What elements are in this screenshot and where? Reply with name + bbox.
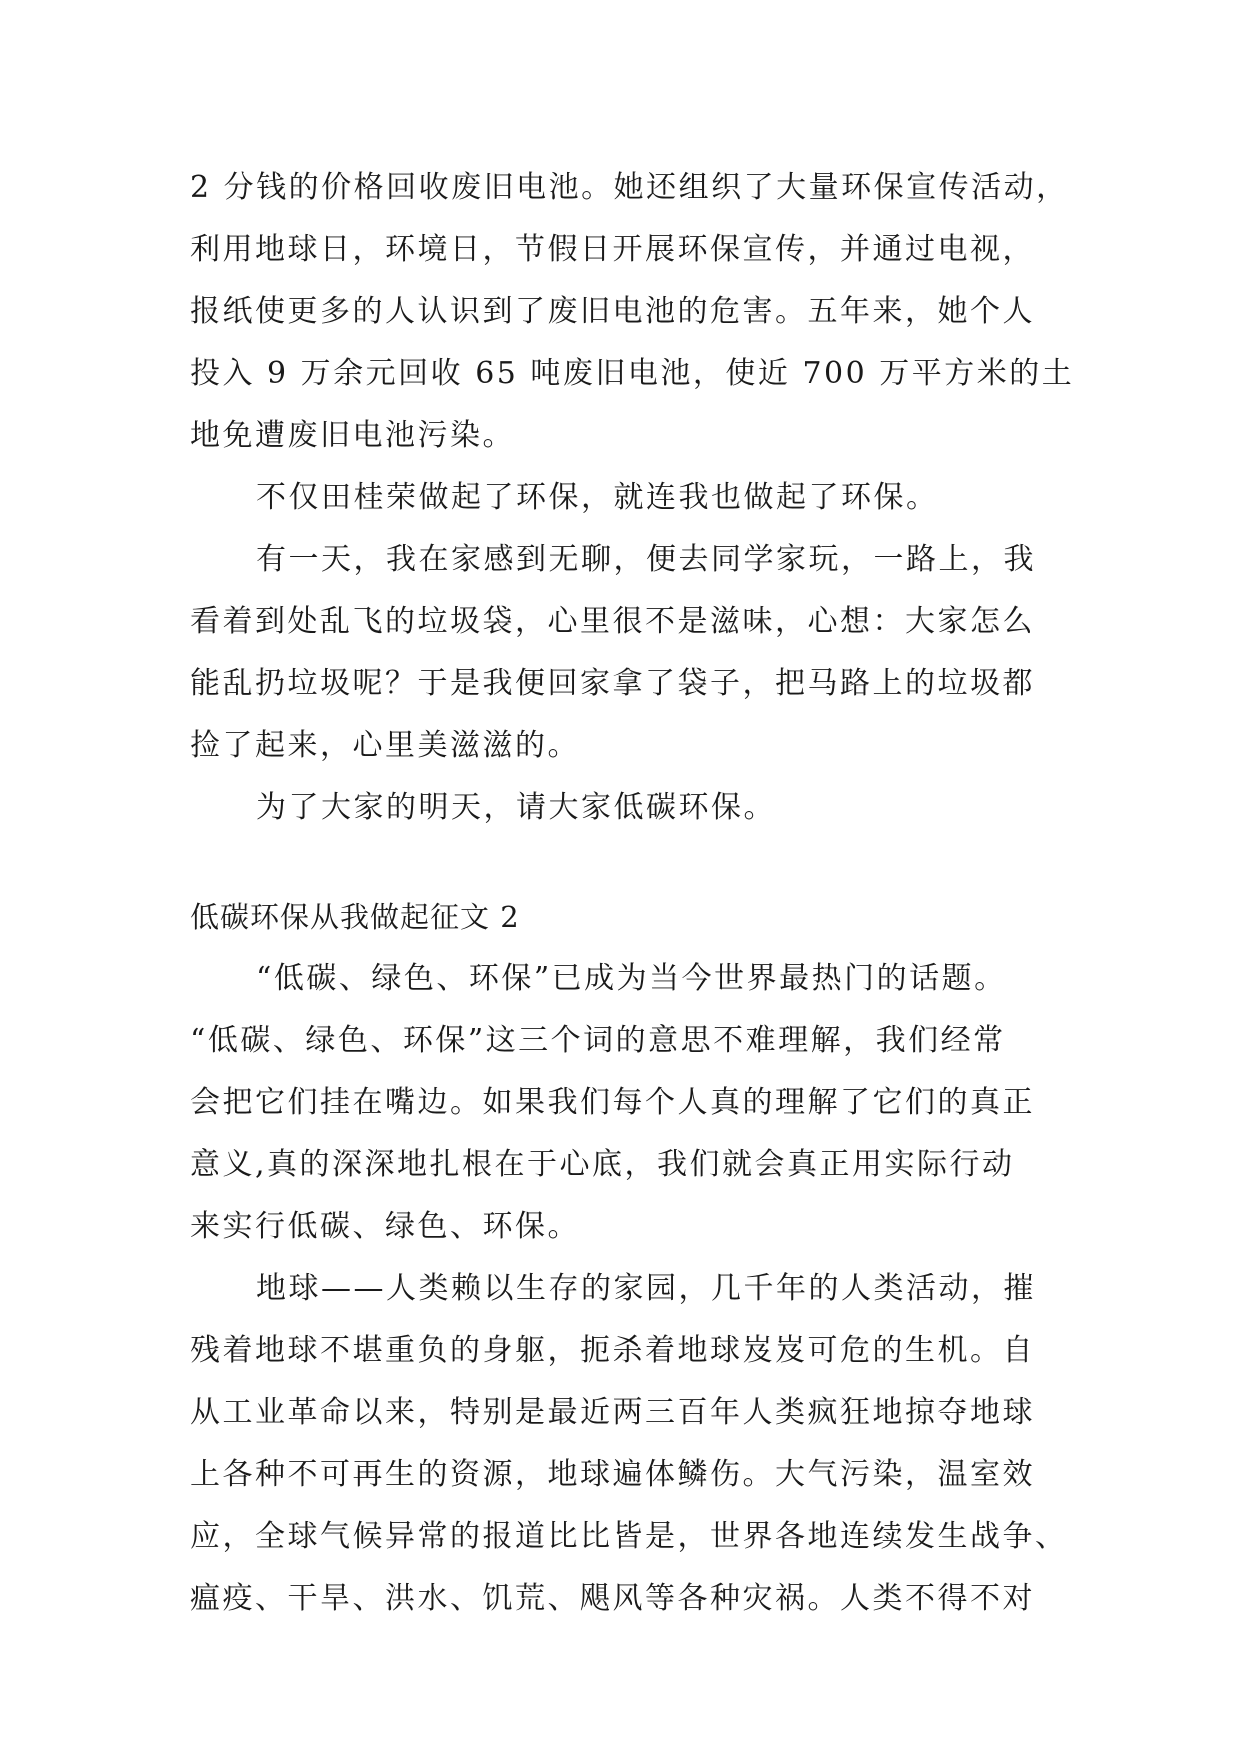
text-line: 利用地球日，环境日，节假日开展环保宣传，并通过电视， [190,232,1035,267]
text-line: 意义,真的深深地扎根在于心底，我们就会真正用实际行动 [190,1147,1015,1182]
section-title: 低碳环保从我做起征文 2 [190,900,520,934]
text-line: 有一天，我在家感到无聊，便去同学家玩，一路上，我 [256,542,1036,577]
text-line: 瘟疫、干旱、洪水、饥荒、飓风等各种灾祸。人类不得不对 [190,1581,1035,1616]
text-line: “低碳、绿色、环保”这三个词的意思不难理解，我们经常 [190,1023,1006,1058]
text-line: “低碳、绿色、环保”已成为当今世界最热门的话题。 [256,961,1007,996]
text-line: 捡了起来，心里美滋滋的。 [190,728,580,763]
text-line: 地免遭废旧电池污染。 [190,418,515,453]
text-line: 投入 9 万余元回收 65 吨废旧电池，使近 700 万平方米的土 [190,356,1075,391]
text-line: 残着地球不堪重负的身躯，扼杀着地球岌岌可危的生机。自 [190,1333,1035,1368]
text-line: 会把它们挂在嘴边。如果我们每个人真的理解了它们的真正 [190,1085,1035,1120]
text-line: 上各种不可再生的资源，地球遍体鳞伤。大气污染，温室效 [190,1457,1035,1492]
text-line: 报纸使更多的人认识到了废旧电池的危害。五年来，她个人 [190,294,1035,329]
text-line: 2 分钱的价格回收废旧电池。她还组织了大量环保宣传活动， [190,170,1069,205]
text-line: 能乱扔垃圾呢？于是我便回家拿了袋子，把马路上的垃圾都 [190,666,1035,701]
text-line: 从工业革命以来，特别是最近两三百年人类疯狂地掠夺地球 [190,1395,1035,1430]
text-line: 为了大家的明天，请大家低碳环保。 [256,790,776,825]
text-line: 地球——人类赖以生存的家园，几千年的人类活动，摧 [256,1271,1036,1306]
text-line: 看着到处乱飞的垃圾袋，心里很不是滋味，心想：大家怎么 [190,604,1035,639]
document-page [190,0,1075,1754]
text-line: 来实行低碳、绿色、环保。 [190,1209,580,1244]
text-line: 应，全球气候异常的报道比比皆是，世界各地连续发生战争、 [190,1519,1068,1554]
text-line: 不仅田桂荣做起了环保，就连我也做起了环保。 [256,480,939,515]
